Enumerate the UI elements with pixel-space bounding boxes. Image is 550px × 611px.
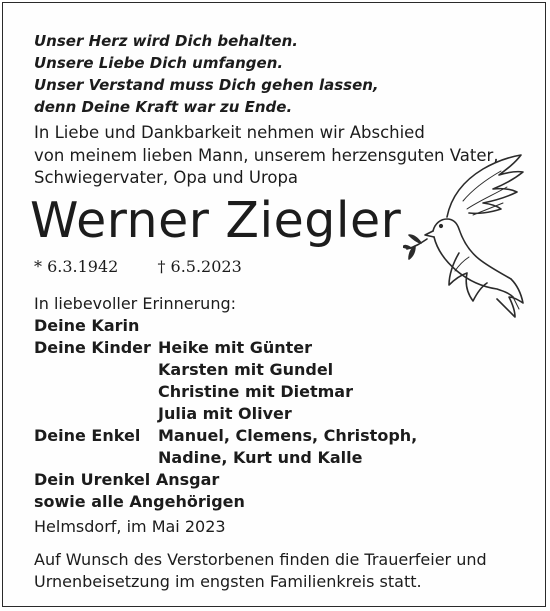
child-entry: Christine mit Dietmar — [158, 382, 353, 401]
birth-date: * 6.3.1942 — [34, 257, 119, 276]
dove-with-olive-branch-icon — [403, 153, 527, 319]
obituary-frame — [2, 2, 546, 607]
children-label: Deine Kinder — [34, 338, 151, 357]
verse-line: Unser Herz wird Dich behalten. — [34, 32, 298, 50]
child-entry: Heike mit Günter — [158, 338, 313, 357]
grandchildren-entry: Nadine, Kurt und Kalle — [158, 448, 363, 467]
verse-line: denn Deine Kraft war zu Ende. — [34, 98, 293, 116]
closing-line: Urnenbeisetzung im engsten Familienkreis statt. — [34, 572, 422, 591]
intro-line: Schwiegervater, Opa und Uropa — [34, 168, 299, 187]
grandchildren-row — [34, 425, 417, 447]
grandchildren-entry: Manuel, Clemens, Christoph, — [158, 426, 418, 445]
wife-name: Deine Karin — [34, 316, 140, 335]
memory-label: In liebevoller Erinnerung: — [34, 294, 236, 313]
child-entry: Julia mit Oliver — [158, 404, 292, 423]
grandchildren-label: Deine Enkel — [34, 426, 141, 445]
closing-note — [34, 549, 487, 593]
great-grandchild: Dein Urenkel Ansgar — [34, 470, 220, 489]
death-date: † 6.5.2023 — [157, 257, 242, 276]
life-dates — [34, 256, 242, 278]
memorial-verse — [34, 30, 379, 118]
intro-line: von meinem lieben Mann, unserem herzensguten Vater, — [34, 145, 499, 165]
verse-line: Unsere Liebe Dich umfangen. — [34, 54, 284, 72]
child-entry: Karsten mit Gundel — [158, 360, 334, 379]
relatives: sowie alle Angehörigen — [34, 492, 245, 511]
children-row — [34, 337, 417, 359]
place-date: Helmsdorf, im Mai 2023 — [34, 517, 226, 536]
verse-line: Unser Verstand muss Dich gehen lassen, — [34, 76, 379, 94]
family-list — [34, 293, 417, 513]
closing-line: Auf Wunsch des Verstorbenen finden die Trauerfeier und — [34, 550, 487, 569]
deceased-name: Werner Ziegler — [30, 192, 402, 249]
intro-line: In Liebe und Dankbarkeit nehmen wir Abschied — [34, 123, 425, 142]
